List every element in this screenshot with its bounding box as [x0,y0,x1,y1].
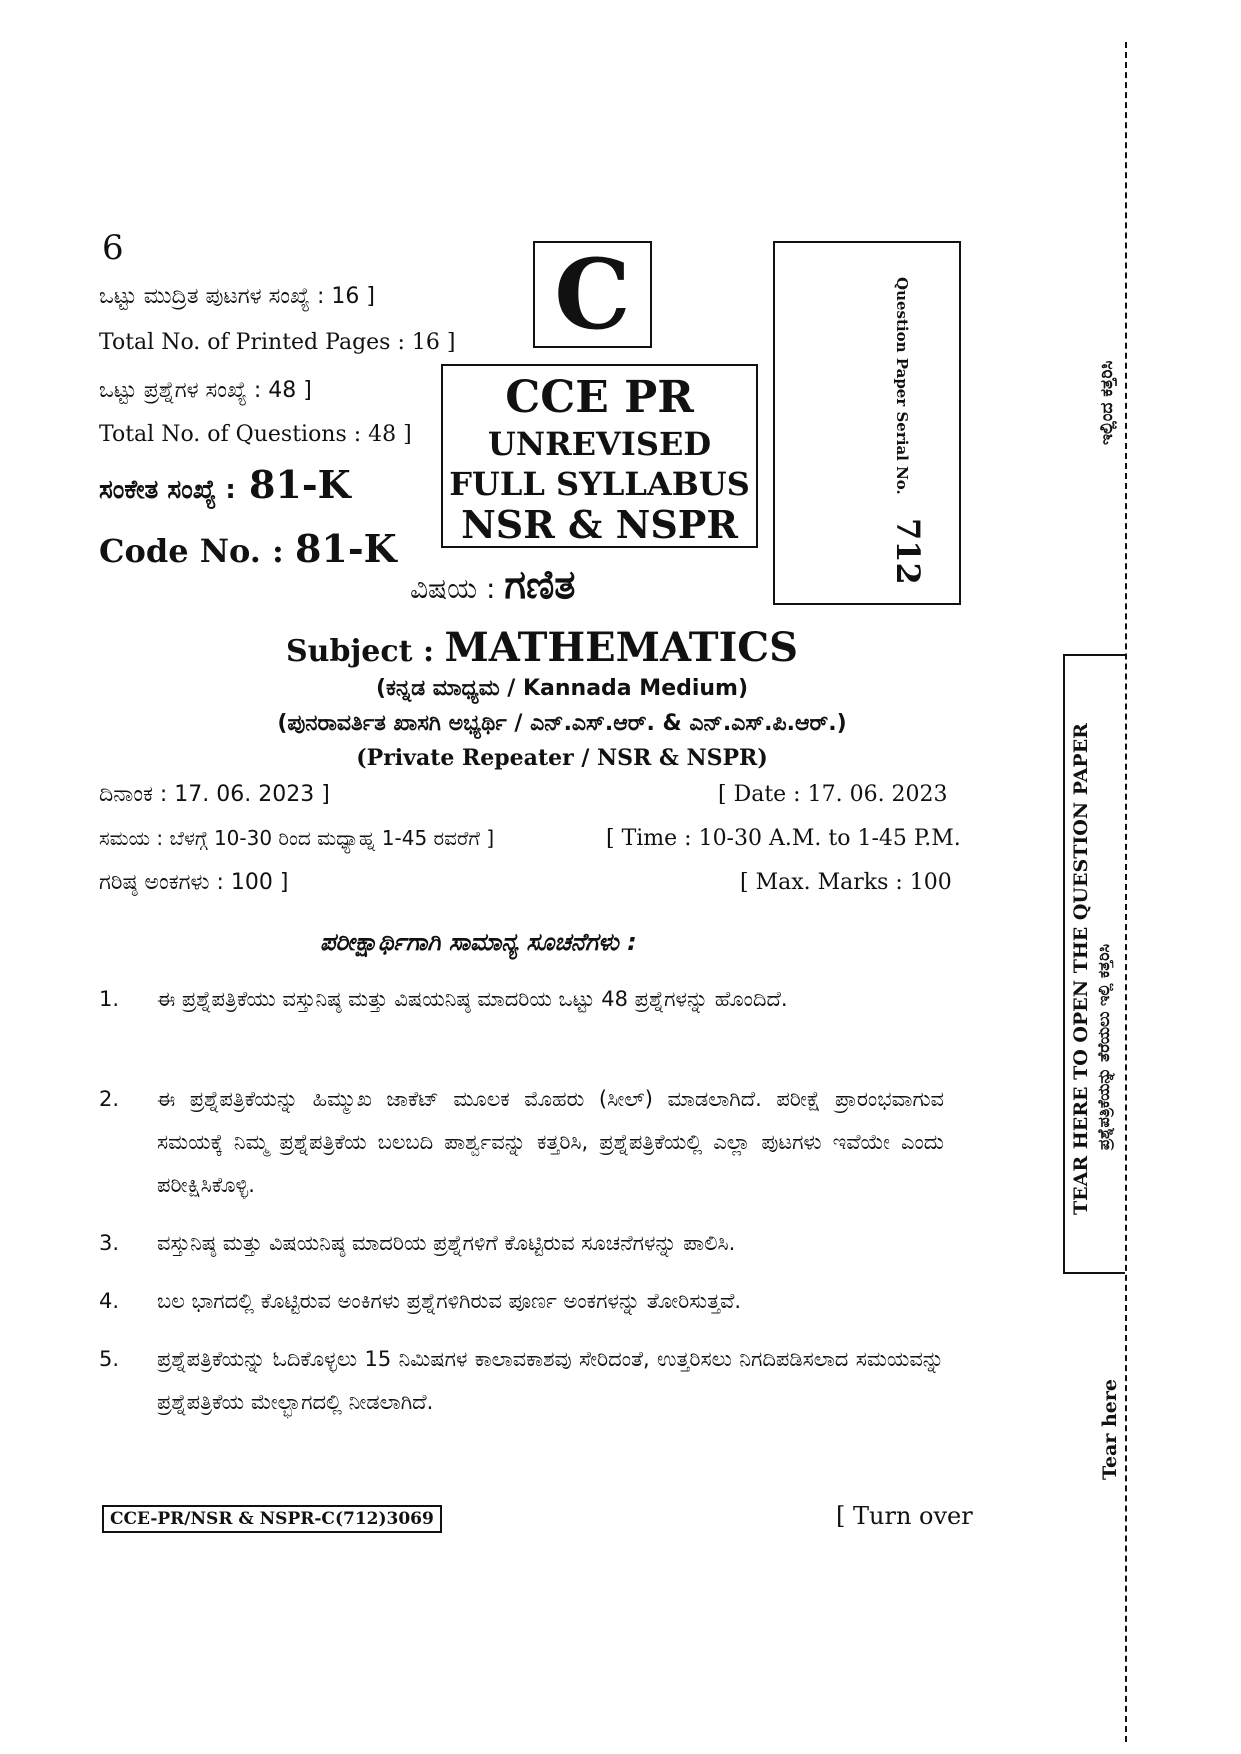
medium-line: (ಕನ್ನಡ ಮಾಧ್ಯಮ / Kannada Medium) [375,676,749,701]
kn-subject-label: ವಿಷಯ : [410,572,496,605]
en-subject-label: Subject : [286,634,435,669]
instruction-item [99,978,944,1021]
footer-paper-code: CCE-PR/NSR & NSPR-C(712)3069 [102,1505,442,1533]
tear-here-label: Tear here [1099,1379,1121,1480]
exam-type-line1: CCE PR [505,372,694,423]
page-number: 6 [102,228,124,268]
instruction-item [99,1280,944,1323]
kn-tear-here-label: ಪ್ರಶ್ನೆಪತ್ರಿಕೆಯನ್ನು ತೆರೆಯಲು ಇಲ್ಲಿ ಕತ್ತರಿಸಿ [1094,943,1113,1150]
kn-total-questions-text: ಒಟ್ಟು ಪ್ರಶ್ನೆಗಳ ಸಂಖ್ಯೆ : 48 [99,378,297,403]
instructions-heading: ಪರೀಕ್ಷಾರ್ಥಿಗಾಗಿ ಸಾಮಾನ್ಯ ಸೂಚನೆಗಳು : [320,928,637,956]
exam-type-line3: FULL SYLLABUS [449,465,750,503]
instruction-text: ವಸ್ತುನಿಷ್ಠ ಮತ್ತು ವಿಷಯನಿಷ್ಠ ಮಾದರಿಯ ಪ್ರಶ್ನೆಗಳಿಗೆ ಕೊಟ್ಟಿರುವ ಸೂಚನೆಗಳನ್ನು ಪಾಲಿಸಿ. [157,1231,736,1255]
instruction-text: ಪ್ರಶ್ನೆಪತ್ರಿಕೆಯನ್ನು ಓದಿಕೊಳ್ಳಲು 15 ನಿಮಿಷಗಳ ಕಾಲಾವಕಾಶವು ಸೇರಿದಂತೆ, ಉತ್ತರಿಸಲು ನಿಗದಿಪಡಿಸಲಾದ ಸಮಯವನ್ನು ಪ್ರಶ್ನೆಪತ್ರಿಕೆಯ ಮೇಲ್ಭಾಗದಲ್ಲಿ ನೀಡಲಾಗಿದೆ. [157,1347,944,1414]
kn-cut-here-label: ಇಲ್ಲಿಂದ ಕತ್ತರಿಸಿ [1097,360,1117,445]
instruction-item [99,1222,944,1265]
kn-max-marks: ಗರಿಷ್ಠ ಅಂಕಗಳು : 100 ] [99,870,289,895]
exam-type-line2: UNREVISED [487,425,712,463]
en-printed-pages-text: Total No. of Printed Pages : 16 [99,330,440,355]
serial-label: Question Paper Serial No. [893,277,911,495]
turn-over-text: Turn over [853,1502,973,1530]
kn-printed-pages-text: ಒಟ್ಟು ಮುದ್ರಿತ ಪುಟಗಳ ಸಂಖ್ಯೆ : 16 [99,284,360,309]
instruction-number: 2. [99,1087,120,1111]
kn-date-text: ದಿನಾಂಕ : 17. 06. 2023 [99,782,315,807]
instruction-number: 4. [99,1289,120,1313]
instruction-item [99,1338,944,1424]
kn-date: ದಿನಾಂಕ : 17. 06. 2023 ] [99,782,330,807]
en-total-questions: Total No. of Questions : 48 ] [99,422,412,447]
serial-number-vertical [889,277,927,585]
version-letter: C [554,237,631,351]
instruction-text: ಈ ಪ್ರಶ್ನೆಪತ್ರಿಕೆಯು ವಸ್ತುನಿಷ್ಠ ಮತ್ತು ವಿಷಯನಿಷ್ಠ ಮಾದರಿಯ ಒಟ್ಟು 48 ಪ್ರಶ್ನೆಗಳನ್ನು ಹೊಂದಿದೆ. [157,987,788,1011]
en-code-value: 81-K [294,526,397,571]
kn-time-text: ಸಮಯ : ಬೆಳಗ್ಗೆ 10-30 ರಿಂದ ಮಧ್ಯಾಹ್ನ 1-45 ರವರೆಗೆ [99,826,480,850]
instruction-item [99,1078,944,1207]
kn-candidate-line: (ಪುನರಾವರ್ತಿತ ಖಾಸಗಿ ಅಭ್ಯರ್ಥಿ / ಎನ್.ಎಸ್.ಆರ್. & ಎನ್.ಎಸ್.ಪಿ.ಆರ್.) [277,711,847,736]
en-tear-here-label: TEAR HERE TO OPEN THE QUESTION PAPER [1070,723,1092,1215]
en-subject [286,624,798,671]
exam-type-box [441,364,758,548]
kn-printed-pages: ಒಟ್ಟು ಮುದ್ರಿತ ಪುಟಗಳ ಸಂಖ್ಯೆ : 16 ] [99,284,375,309]
tear-dashed-line [1125,42,1127,1742]
kn-subject [410,562,576,608]
en-date: [ Date : 17. 06. 2023 [718,782,948,807]
en-max-marks: [ Max. Marks : 100 [740,870,952,895]
instruction-text: ಈ ಪ್ರಶ್ನೆಪತ್ರಿಕೆಯನ್ನು ಹಿಮ್ಮುಖ ಜಾಕೆಟ್ ಮೂಲಕ ಮೊಹರು (ಸೀಲ್) ಮಾಡಲಾಗಿದೆ. ಪರೀಕ್ಷೆ ಪ್ರಾರಂಭವಾಗುವ ಸಮಯಕ್ಕೆ ನಿಮ್ಮ ಪ್ರಶ್ನೆಪತ್ರಿಕೆಯ ಬಲಬದಿ ಪಾರ್ಶ್ವವನ್ನು ಕತ್ತರಿಸಿ, ಪ್ರಶ್ನೆಪತ್ರಿಕೆಯಲ್ಲಿ ಎಲ್ಲಾ ಪುಟಗಳು ಇವೆಯೇ ಎಂದು ಪರೀಕ್ಷಿಸಿಕೊಳ್ಳಿ. [157,1087,944,1197]
exam-type-line4: NSR & NSPR [461,502,738,547]
version-letter-box [533,237,652,351]
en-max-marks-text: Max. Marks : 100 [755,870,952,895]
en-time-text: Time : 10-30 A.M. to 1-45 P.M. [621,826,961,851]
instruction-number: 5. [99,1347,120,1371]
en-subject-value: MATHEMATICS [444,624,798,671]
en-candidate-line: (Private Repeater / NSR & NSPR) [356,745,768,771]
en-code-number [99,526,397,571]
kn-subject-value: ಗಣಿತ [504,562,576,608]
instruction-number: 1. [99,987,120,1011]
en-date-text: Date : 17. 06. 2023 [733,782,948,807]
serial-number-box [773,241,961,605]
kn-code-value: 81-K [248,462,351,507]
en-time: [ Time : 10-30 A.M. to 1-45 P.M. [606,826,961,851]
serial-value: 712 [889,518,927,585]
turn-over: [ Turn over [836,1502,973,1530]
kn-time: ಸಮಯ : ಬೆಳಗ್ಗೆ 10-30 ರಿಂದ ಮಧ್ಯಾಹ್ನ 1-45 ರವರೆಗೆ ] [99,826,495,850]
kn-code-label: ಸಂಕೇತ ಸಂಖ್ಯೆ : [99,475,236,505]
kn-max-marks-text: ಗರಿಷ್ಠ ಅಂಕಗಳು : 100 [99,870,273,895]
instruction-text: ಬಲ ಭಾಗದಲ್ಲಿ ಕೊಟ್ಟಿರುವ ಅಂಕಿಗಳು ಪ್ರಶ್ನೆಗಳಿಗಿರುವ ಪೂರ್ಣ ಅಂಕಗಳನ್ನು ತೋರಿಸುತ್ತವೆ. [157,1289,742,1313]
en-code-label: Code No. : [99,532,284,570]
kn-code-number [99,462,351,507]
en-printed-pages: Total No. of Printed Pages : 16 ] [99,330,456,355]
en-total-questions-text: Total No. of Questions : 48 [99,422,397,447]
instruction-number: 3. [99,1231,120,1255]
kn-total-questions: ಒಟ್ಟು ಪ್ರಶ್ನೆಗಳ ಸಂಖ್ಯೆ : 48 ] [99,378,312,403]
